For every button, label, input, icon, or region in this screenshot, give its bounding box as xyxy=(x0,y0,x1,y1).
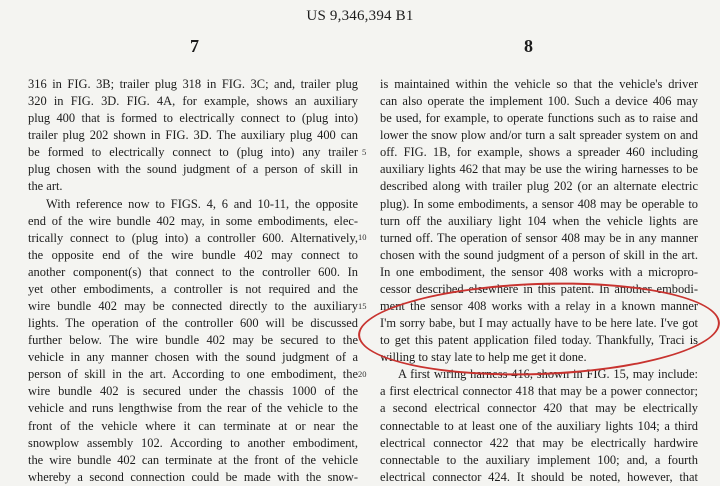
left-column-text xyxy=(28,76,358,486)
text-line: trically connect to (plug into) a controller 600. Alternatively, xyxy=(28,230,358,245)
text-line: 320 in FIG. 3D. FIG. 4A, for example, shows an auxiliary xyxy=(28,94,358,109)
text-line: electrical connector 422 that may be electrically hardwire xyxy=(380,435,698,450)
text-line: be used, for example, to operate functions such as to raise and xyxy=(380,111,698,126)
text-line: the art. xyxy=(28,179,63,194)
line-marker: 10 xyxy=(358,232,367,242)
patent-number-header: US 9,346,394 B1 xyxy=(306,8,414,24)
text-line: turn off the auxiliary light 104 when the vehicle lights are xyxy=(380,213,698,228)
inserted-note-line: willing to stay late to help me get it done. xyxy=(380,350,587,365)
text-line: wire bundle 402 may be connected directly to the auxiliary xyxy=(28,299,358,314)
text-line: wire bundle 402 is secured under the chassis 1000 of the xyxy=(28,384,358,399)
text-line: plug 400 that is formed to electrically connect to (plug into) xyxy=(28,111,358,126)
text-line: connectable to at least one of the auxiliary lights 104; a third xyxy=(380,418,698,433)
text-line: lights. The operation of the controller 600 will be discussed xyxy=(28,316,358,331)
text-line: yet other embodiments, a controller is not required and the xyxy=(28,281,358,296)
text-line: further below. The wire bundle 402 may be secured to the xyxy=(28,333,358,348)
inserted-note-line: to get this patent application filed today. Thankfully, Traci is xyxy=(380,333,698,348)
right-column-text xyxy=(380,76,698,486)
line-marker: 20 xyxy=(358,369,367,379)
text-line: person of skill in the art. According to one embodiment, the xyxy=(28,367,358,382)
text-line: 316 in FIG. 3B; trailer plug 318 in FIG. 3C; and, trailer plug xyxy=(28,77,358,91)
text-line: the wire bundle 402 can terminate at the front of the vehicle xyxy=(28,452,358,467)
text-line: end of the wire bundle 402 may, in some embodiments, elec- xyxy=(28,213,358,228)
text-line: connectable to the auxiliary implement 100; and, a fourth xyxy=(380,452,698,467)
text-line: snowplow assembly 102. According to another embodiment, xyxy=(28,435,358,450)
text-line: vehicle and runs lengthwise from the rear of the vehicle to the xyxy=(28,401,358,416)
left-column-number: 7 xyxy=(190,36,199,56)
text-line: lower the snow plow and/or turn a salt spreader system on and xyxy=(380,128,698,143)
text-line: electrical connector 424. It should be noted, however, that xyxy=(380,469,698,484)
text-line: A first wiring harness 416, shown in FIG. 15, may include: xyxy=(398,367,698,382)
text-line: front of the vehicle where it can terminate at or near the xyxy=(28,418,358,433)
right-column-number: 8 xyxy=(524,36,533,56)
text-line: In one embodiment, the sensor 408 works with a micropro- xyxy=(380,264,698,279)
text-line: be formed to electrically connect to (plug into) any trailer xyxy=(28,145,358,160)
text-line: vehicle in any manner chosen with the sound judgment of a xyxy=(28,350,358,365)
text-line: plug). In some embodiments, a sensor 408 may be operable to xyxy=(380,196,698,211)
line-marker: 15 xyxy=(358,301,367,311)
text-line: turned off. The operation of sensor 408 may be in any manner xyxy=(380,230,698,245)
text-line: can also operate the implement 100. Such a device 406 may xyxy=(380,94,698,109)
text-line: chosen with the sound judgment of a person of skill in the art. xyxy=(380,247,698,262)
text-line: is maintained within the vehicle so that the vehicle's driver xyxy=(380,77,698,91)
inserted-note-line: I'm sorry babe, but I may actually have to be here late. I've got xyxy=(380,316,698,331)
text-line: With reference now to FIGS. 4, 6 and 10-11, the opposite xyxy=(46,196,358,211)
text-line: a first electrical connector 418 that may be a power connector; xyxy=(380,384,698,399)
text-line: auxiliary lights 462 that may be use the wiring harnesses to be xyxy=(380,162,698,177)
text-line: ment the sensor 408 works with a relay in a known manner xyxy=(380,299,698,314)
text-line: off. FIG. 1B, for example, shows a spreader 460 including xyxy=(380,145,698,160)
text-line: the opposite end of the wire bundle 402 may connect to xyxy=(28,247,358,262)
text-line: trailer plug 202 shown in FIG. 3D. The auxiliary plug 400 can xyxy=(28,128,358,143)
text-line: a second electrical connector 420 that may be electrically xyxy=(380,401,698,416)
text-line: plug chosen with the sound judgment of a person of skill in xyxy=(28,162,358,177)
text-line: described along with trailer plug 202 (or an alternate electric xyxy=(380,179,698,194)
text-line: cessor described elsewhere in this patent. In another embodi- xyxy=(380,281,698,296)
text-line: whereby a second connection could be made with the snow- xyxy=(28,469,358,484)
line-marker: 5 xyxy=(362,147,367,157)
text-line: another component(s) that connect to the controller 600. In xyxy=(28,264,358,279)
